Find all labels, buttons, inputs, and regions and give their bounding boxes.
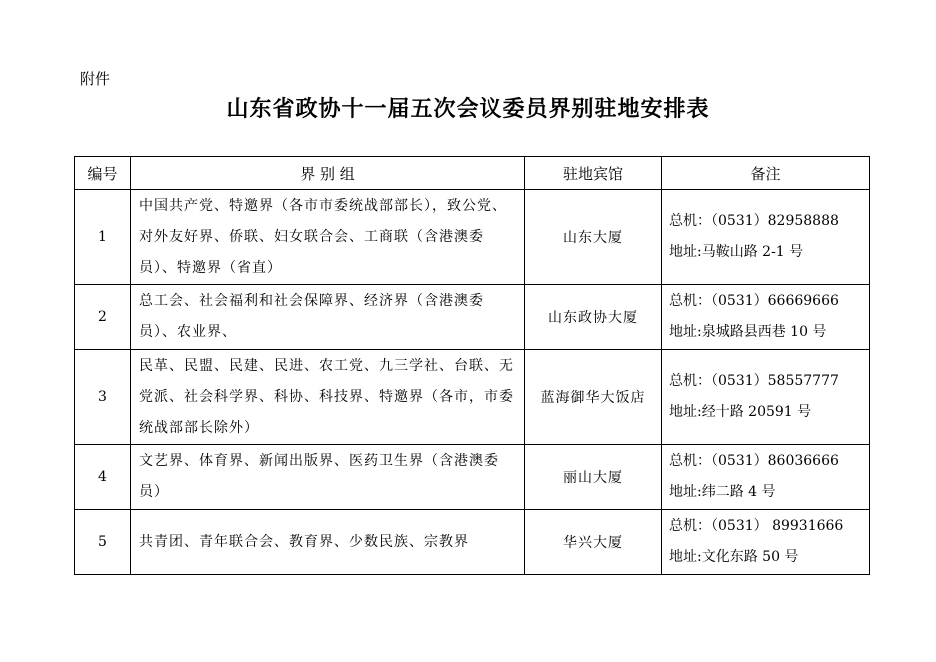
row-address: 地址:马鞍山路 2-1 号 [669,244,804,260]
row-number: 5 [75,510,131,575]
row-hotel: 山东政协大厦 [525,285,662,350]
row-phone: 总机：（0531）86036666 [669,453,839,469]
row-group: 共青团、青年联合会、教育界、少数民族、宗教界 [131,510,525,575]
row-phone: 总机：（0531）82958888 [669,213,839,229]
row-group: 中国共产党、特邀界（各市市委统战部部长），致公党、对外友好界、侨联、妇女联合会、工商联（含港澳委员）、特邀界（省直） [131,190,525,285]
table-row [75,510,870,575]
arrangement-table [74,156,870,575]
table-row [75,350,870,445]
row-number: 1 [75,190,131,285]
header-group: 界 别 组 [131,157,525,190]
header-number: 编号 [75,157,131,190]
row-note [662,190,870,285]
row-phone: 总机：（0531）66669666 [669,293,839,309]
row-phone: 总机：（0531）58557777 [669,373,839,389]
table-row [75,285,870,350]
row-group: 文艺界、体育界、新闻出版界、医药卫生界（含港澳委员） [131,445,525,510]
row-note [662,350,870,445]
row-phone: 总机：（0531） 89931666 [669,518,844,534]
row-group: 民革、民盟、民建、民进、农工党、九三学社、台联、无党派、社会科学界、科协、科技界、特邀界（各市，市委统战部部长除外） [131,350,525,445]
table-row [75,445,870,510]
row-hotel: 蓝海御华大饭店 [525,350,662,445]
row-address: 地址:经十路 20591 号 [669,404,812,420]
row-hotel: 山东大厦 [525,190,662,285]
row-hotel: 华兴大厦 [525,510,662,575]
header-hotel: 驻地宾馆 [525,157,662,190]
page-title: 山东省政协十一届五次会议委员界别驻地安排表 [226,97,710,122]
row-hotel: 丽山大厦 [525,445,662,510]
table-header-row [75,157,870,190]
row-note [662,445,870,510]
row-number: 3 [75,350,131,445]
row-note [662,285,870,350]
row-address: 地址:文化东路 50 号 [669,549,799,565]
row-group: 总工会、社会福利和社会保障界、经济界（含港澳委员）、农业界、 [131,285,525,350]
header-note: 备注 [662,157,870,190]
row-address: 地址:泉城路县西巷 10 号 [669,324,827,340]
row-address: 地址:纬二路 4 号 [669,484,776,500]
table-row [75,190,870,285]
row-note [662,510,870,575]
row-number: 2 [75,285,131,350]
row-number: 4 [75,445,131,510]
attachment-label: 附件 [80,70,111,88]
